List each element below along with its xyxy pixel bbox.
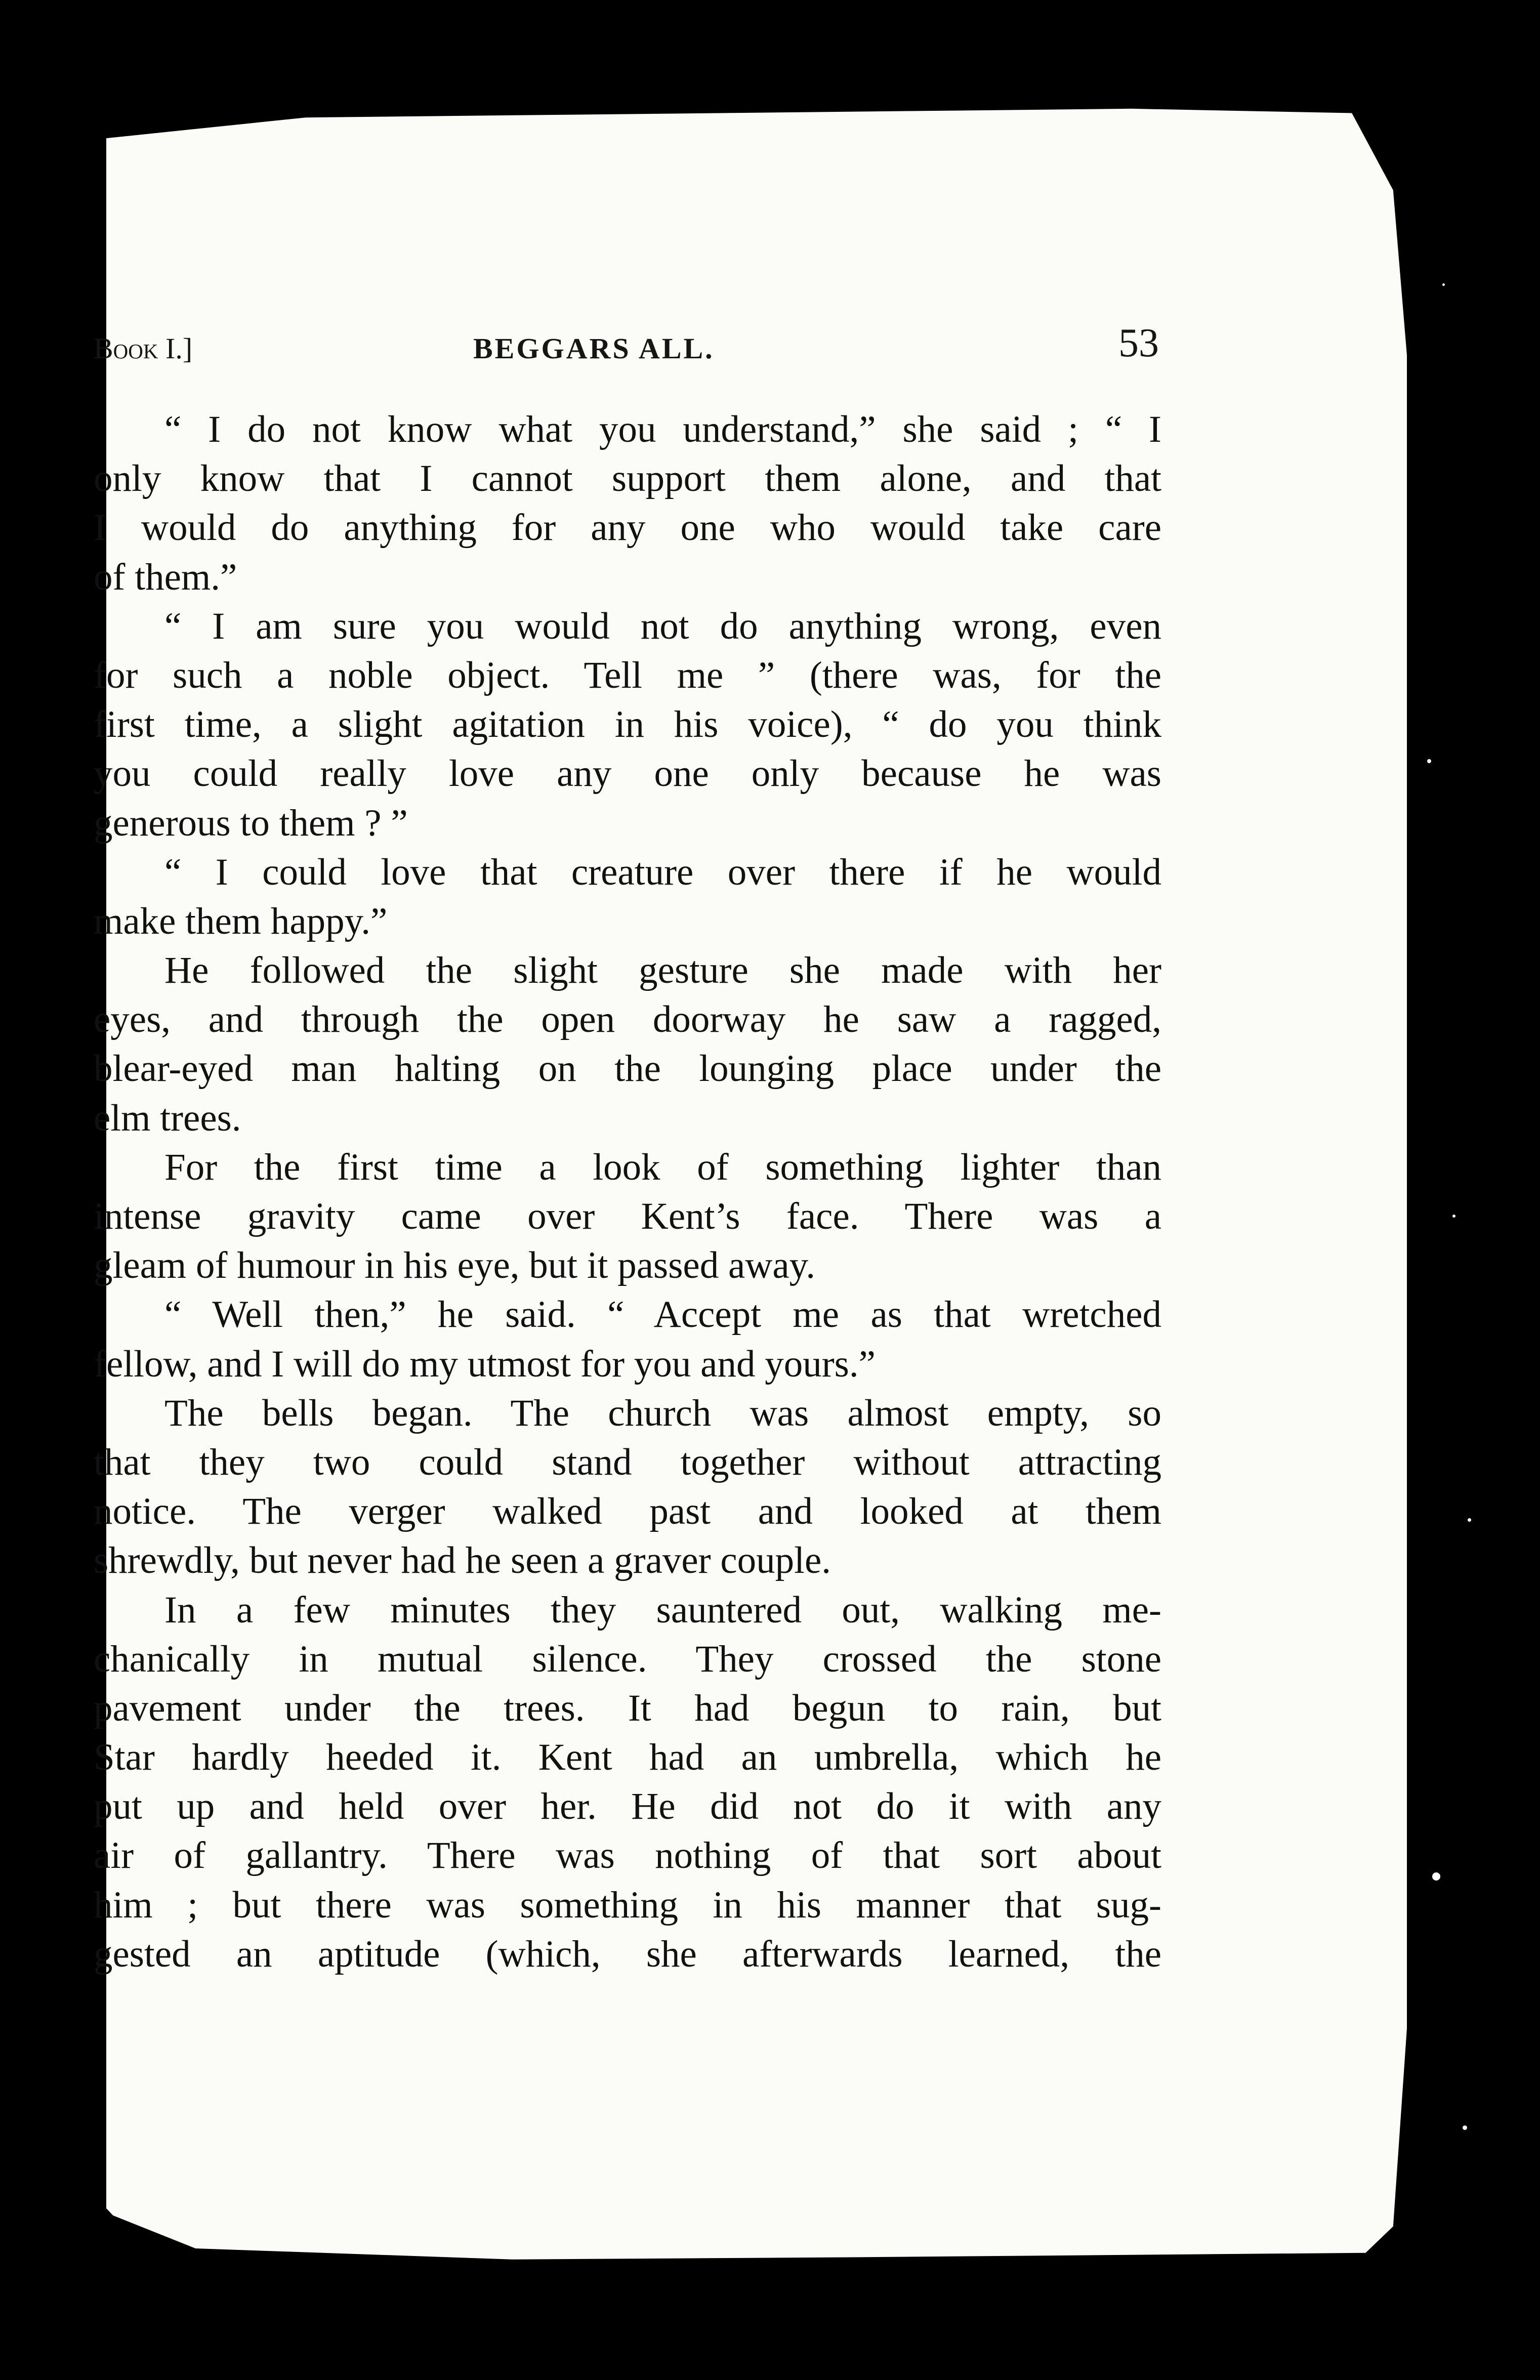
- text-line: For the first time a look of something lighter than: [164, 1146, 1161, 1188]
- text-line: chanically in mutual silence. They crossed the stone: [94, 1638, 1161, 1680]
- text-line: only know that I cannot support them alone, and that: [94, 457, 1161, 500]
- text-line: The bells began. The church was almost empty, so: [164, 1392, 1161, 1434]
- binding-gutter: [0, 0, 106, 2380]
- text-line: He followed the slight gesture she made with her: [164, 949, 1161, 992]
- text-line: make them happy.”: [94, 900, 388, 942]
- text-line: “ Well then,” he said. “ Accept me as that wretched: [164, 1293, 1161, 1336]
- text-line: for such a noble object. Tell me ” (there was, for the: [94, 654, 1161, 696]
- text-line: that they two could stand together without attracting: [94, 1441, 1161, 1483]
- right-margin-shadow: [1407, 0, 1540, 2380]
- text-line: shrewdly, but never had he seen a graver couple.: [94, 1539, 831, 1582]
- running-header: [94, 316, 1159, 372]
- text-line: Star hardly heeded it. Kent had an umbrella, which he: [94, 1736, 1161, 1779]
- text-line: blear-eyed man halting on the lounging place under the: [94, 1048, 1161, 1090]
- text-line: gleam of humour in his eye, but it passed away.: [94, 1244, 816, 1287]
- text-line: I would do anything for any one who would take care: [94, 507, 1161, 549]
- text-line: fellow, and I will do my utmost for you and yours.”: [94, 1343, 876, 1385]
- text-line: notice. The verger walked past and looked at them: [94, 1490, 1161, 1533]
- scan-speck: [1468, 1518, 1471, 1522]
- page-number: 53: [1118, 321, 1159, 365]
- text-line: air of gallantry. There was nothing of that sort about: [94, 1834, 1161, 1877]
- text-line: eyes, and through the open doorway he saw a ragged,: [94, 998, 1161, 1041]
- text-line: elm trees.: [94, 1097, 241, 1139]
- text-line: of them.”: [94, 556, 237, 598]
- text-line: put up and held over her. He did not do it with any: [94, 1785, 1161, 1828]
- text-line: “ I am sure you would not do anything wrong, even: [164, 605, 1161, 647]
- text-line: gested an aptitude (which, she afterwards learned, the: [94, 1933, 1161, 1975]
- text-line: first time, a slight agitation in his voice), “ do you think: [94, 703, 1161, 746]
- text-line: him ; but there was something in his manner that sug-: [94, 1884, 1161, 1926]
- text-line: In a few minutes they sauntered out, walking me-: [164, 1589, 1161, 1631]
- scan-speck: [1452, 1215, 1455, 1218]
- running-title: BEGGARS ALL.: [473, 332, 715, 365]
- scan-speck: [1432, 1872, 1440, 1881]
- scan-speck: [1442, 283, 1445, 286]
- text-line: generous to them ? ”: [94, 802, 408, 844]
- scan-speck: [1463, 2125, 1467, 2130]
- text-line: “ I could love that creature over there if he would: [164, 851, 1161, 893]
- text-line: you could really love any one only because he was: [94, 753, 1161, 795]
- book-label: Book I.]: [94, 332, 193, 365]
- text-line: “ I do not know what you understand,” she said ; “ I: [164, 408, 1161, 450]
- scan-speck: [1427, 759, 1431, 763]
- text-line: pavement under the trees. It had begun to rain, but: [94, 1687, 1161, 1729]
- body-text: [94, 405, 1161, 1979]
- text-line: intense gravity came over Kent’s face. There was a: [94, 1195, 1161, 1237]
